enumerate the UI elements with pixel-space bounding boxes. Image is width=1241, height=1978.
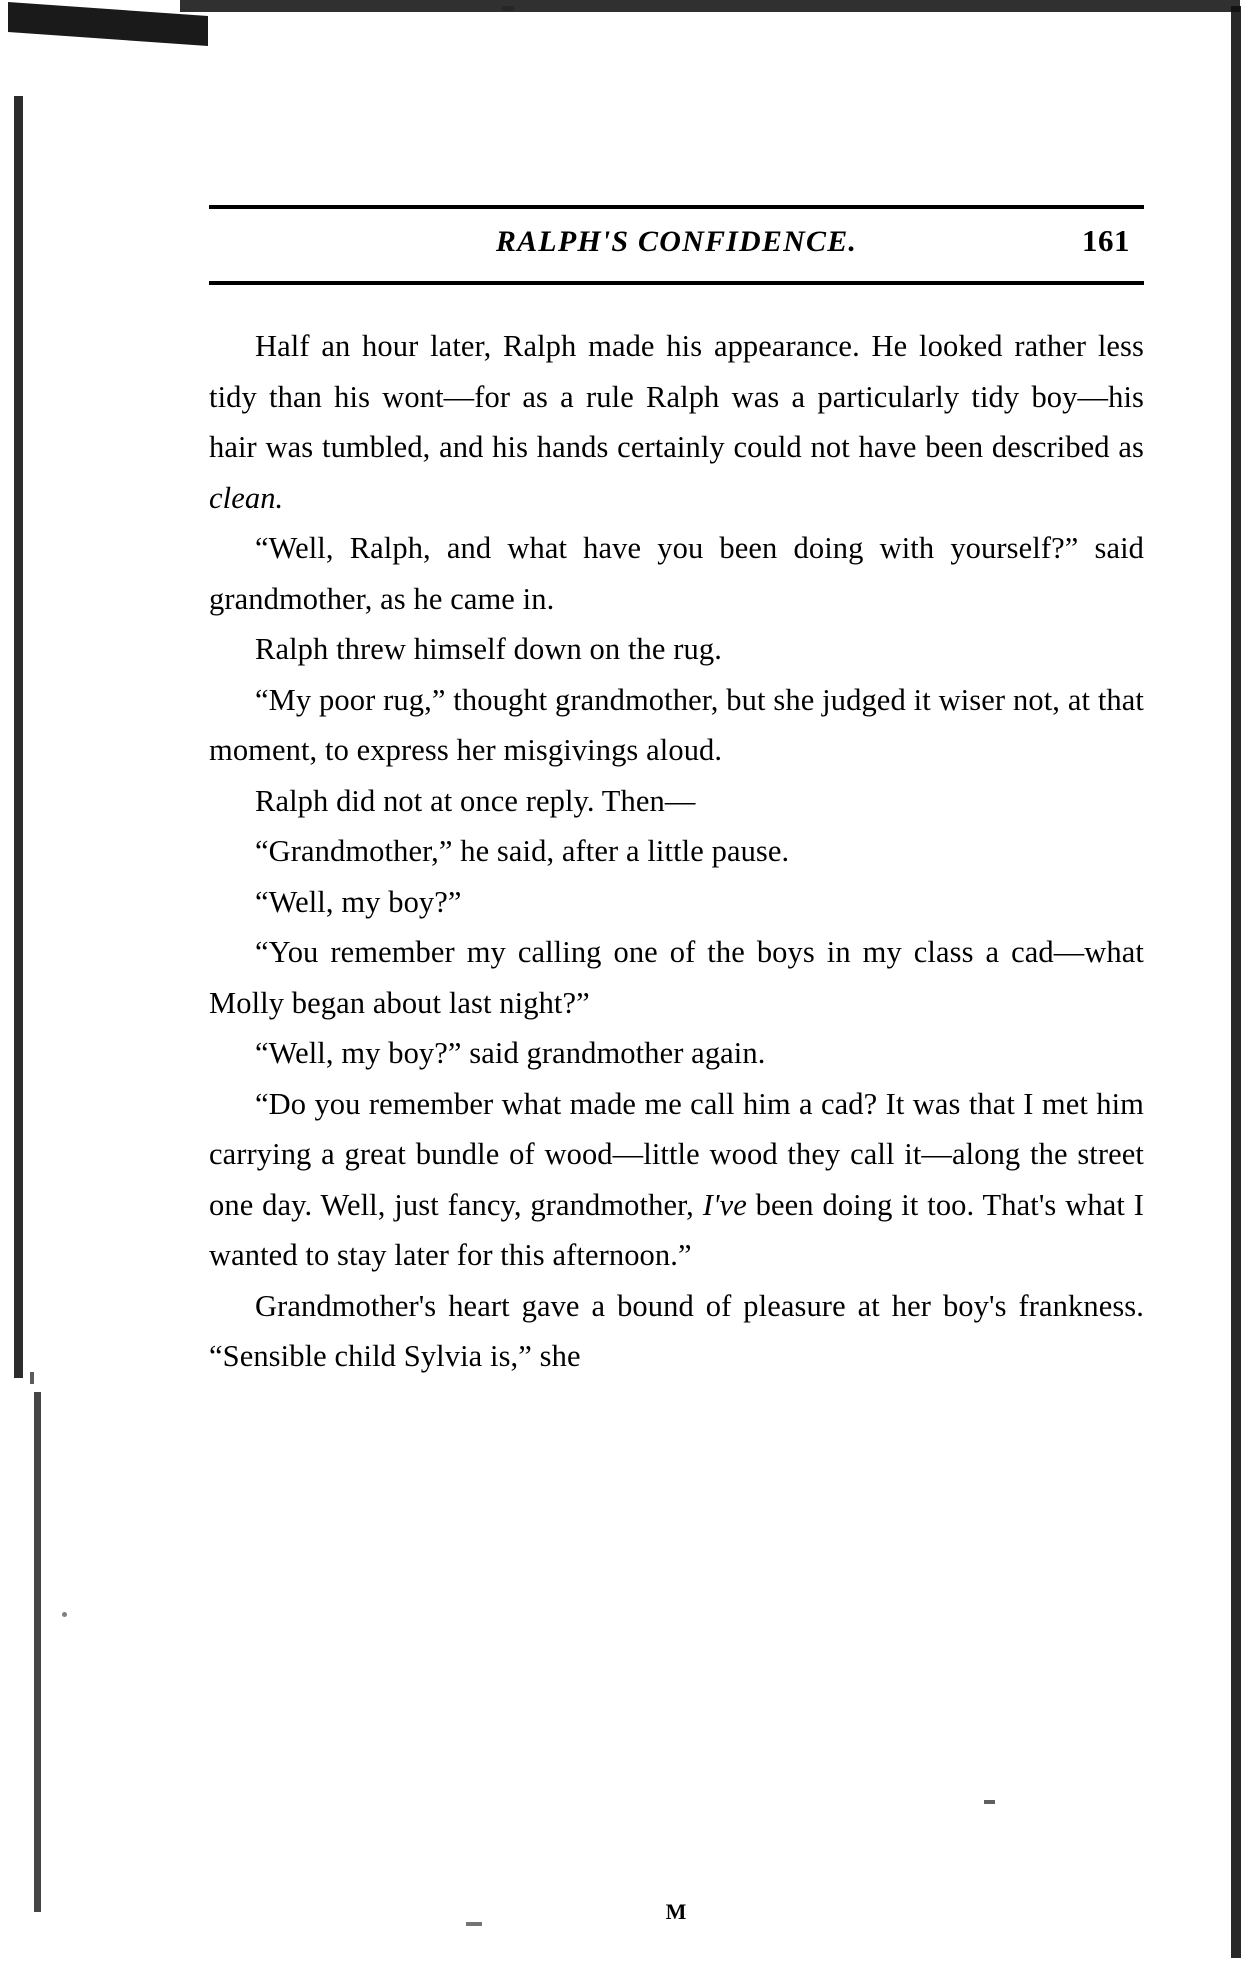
scan-speck xyxy=(30,1372,34,1384)
scan-speck xyxy=(62,1612,67,1617)
header-rule-bottom xyxy=(209,281,1144,285)
paragraph xyxy=(209,1281,1144,1382)
italic-text: clean. xyxy=(209,480,284,515)
paragraph xyxy=(209,675,1144,776)
scan-speck xyxy=(984,1800,995,1804)
text-run: Grandmother's heart gave a bound of pleasure at her boy's frankness. “Sensible child Sylvia is,” she xyxy=(209,1288,1144,1373)
scan-artifact-right-margin xyxy=(1231,6,1241,1958)
scan-artifact-top-left xyxy=(8,2,208,46)
paragraph xyxy=(209,523,1144,624)
scan-speck xyxy=(502,6,514,11)
paragraph xyxy=(209,624,1144,675)
paragraph xyxy=(209,877,1144,928)
text-run: “Well, my boy?” said grandmother again. xyxy=(255,1036,766,1070)
text-run: been doing it too. That's what I wanted to stay later for this afternoon.” xyxy=(209,1187,1144,1272)
paragraph xyxy=(209,776,1144,827)
running-header xyxy=(209,209,1144,281)
text-run: “You remember my calling one of the boys in my class a cad—what Molly began about last night?” xyxy=(209,935,1144,1020)
paragraph xyxy=(209,1028,1144,1079)
text-run: “Do you remember what made me call him a cad? It was that I met him carrying a great bundle of wood—little wood they call it—along the street one day. Well, just fancy, grandmother, xyxy=(209,1086,1144,1222)
scan-artifact-top-bar xyxy=(180,0,1240,12)
text-run: “Well, Ralph, and what have you been doing with yourself?” said grandmother, as he came in. xyxy=(209,531,1144,616)
italic-text: I've xyxy=(702,1187,747,1222)
scan-artifact-left-margin xyxy=(14,96,23,1378)
signature-mark: M xyxy=(665,1899,688,1924)
paragraph xyxy=(209,1079,1144,1281)
page-content xyxy=(209,205,1144,1924)
body-text xyxy=(209,321,1144,1382)
page-number: 161 xyxy=(1082,223,1130,258)
text-run: “Well, my boy?” xyxy=(255,884,462,919)
page-title: RALPH'S CONFIDENCE. xyxy=(495,225,858,258)
text-run: “My poor rug,” thought grandmother, but she judged it wiser not, at that moment, to express her misgivings aloud. xyxy=(209,682,1144,767)
scan-artifact-left-margin-lower xyxy=(34,1392,41,1912)
text-run: Half an hour later, Ralph made his appearance. He looked rather less tidy than his wont—for as a rule Ralph was a particularly tidy boy—his hair was tumbled, and his hands certainly could not have been described as xyxy=(209,329,1144,464)
paragraph xyxy=(209,927,1144,1028)
paragraph xyxy=(209,321,1144,523)
text-run: Ralph threw himself down on the rug. xyxy=(255,632,722,666)
paragraph xyxy=(209,826,1144,877)
text-run: “Grandmother,” he said, after a little pause. xyxy=(255,834,790,868)
text-run: Ralph did not at once reply. Then— xyxy=(255,783,696,818)
